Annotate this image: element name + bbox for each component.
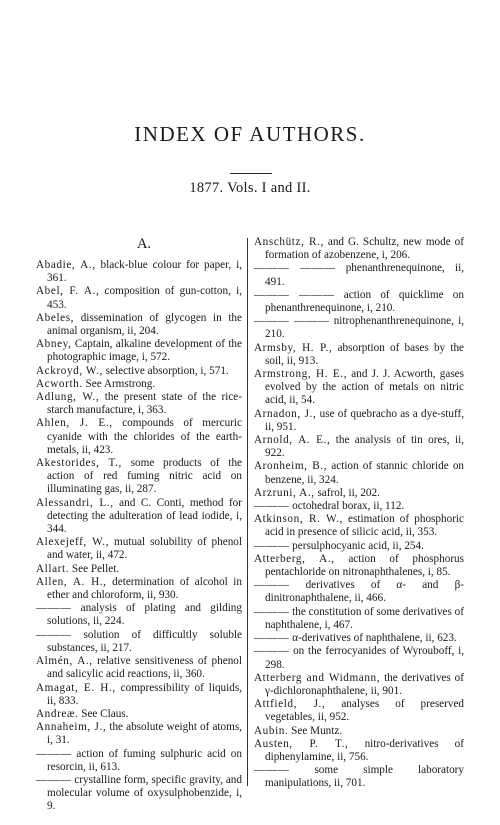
index-entry: [36, 391, 242, 417]
index-entry: [254, 434, 464, 460]
index-entry: [36, 774, 242, 814]
entry-description: See Armstrong.: [82, 377, 156, 390]
entry-description: estimation of phosphoric acid in presence of silicic acid, ii, 353.: [265, 513, 464, 539]
index-entry: [36, 378, 242, 391]
entry-description: See Claus.: [78, 707, 129, 720]
entry-description: octohedral borax, ii, 112.: [289, 500, 405, 513]
index-entry: [254, 698, 464, 724]
entry-author: Attfield, J.,: [254, 698, 326, 711]
entry-description: some products of the action of red fuming nitric acid on illuminating gas, ii, 287.: [47, 457, 242, 496]
title-rule: [230, 173, 272, 174]
entry-author: Adlung, W.,: [36, 391, 100, 404]
entry-description: derivatives of α- and β-dinitronaphthalene, ii, 466.: [265, 579, 464, 605]
index-entry: [36, 655, 242, 681]
section-letter: A.: [136, 236, 152, 252]
entry-description: use of quebracho as a dye-stuff, ii, 951.: [265, 407, 465, 433]
entry-author: ———: [254, 645, 290, 658]
index-entry: [36, 536, 242, 562]
index-entry: [254, 368, 464, 408]
entry-author: ——— ———: [254, 315, 330, 328]
entry-author: ——— ———: [254, 262, 336, 275]
index-entry: [254, 500, 464, 513]
left-column: [36, 236, 242, 814]
index-entry: [36, 629, 242, 655]
entry-author: Acworth.: [36, 377, 83, 390]
entry-description: phenanthrenequinone, ii, 491.: [265, 262, 464, 288]
entry-description: on the ferrocyanides of Wyrouboff, i, 298.: [265, 645, 464, 671]
entry-author: Abney,: [36, 338, 72, 351]
entry-description: analyses of preserved vegetables, ii, 952.: [265, 698, 465, 724]
index-entry: [254, 262, 464, 288]
entry-author: Annaheim, J.,: [36, 721, 107, 734]
entry-author: Alessandri, L.,: [36, 496, 114, 509]
index-entry: [36, 417, 242, 457]
entry-author: Arzruni, A.,: [254, 486, 315, 499]
entry-description: α-derivatives of naphthalene, ii, 623.: [289, 632, 457, 645]
entry-description: analysis of plating and gilding solutions, ii, 224.: [47, 602, 242, 628]
entry-author: Austen, P. T.,: [254, 737, 349, 750]
entry-description: compressibility of liquids, ii, 833.: [47, 681, 243, 707]
index-entry: [36, 682, 242, 708]
entry-description: Captain, alkaline development of the photographic image, i, 572.: [47, 338, 242, 364]
entry-description: the derivatives of γ-dichloronaphthalene, ii, 901.: [265, 671, 464, 697]
index-entry: [254, 236, 464, 262]
entry-description: black-blue colour for paper, i, 361.: [47, 259, 243, 285]
entry-description: the analysis of tin ores, ii, 922.: [265, 434, 464, 460]
entry-description: the absolute weight of atoms, i, 31.: [47, 721, 242, 747]
entry-author: ———: [36, 773, 72, 786]
index-entry: [254, 606, 464, 632]
entry-description: persulphocyanic acid, ii, 254.: [289, 539, 424, 552]
entry-description: mutual solubility of phenol and water, ii, 472.: [47, 536, 242, 562]
entry-author: Ackroyd, W.,: [36, 364, 103, 377]
index-entry: [36, 365, 242, 378]
entry-author: Anschütz, R.,: [254, 236, 324, 248]
index-entry: [36, 748, 242, 774]
index-entry: [254, 672, 464, 698]
entry-description: action of phosphorus pentachloride on nitronaphthalenes, i, 85.: [265, 552, 464, 579]
index-entry: [254, 553, 464, 579]
entry-author: Ahlen, J. E.,: [36, 417, 113, 430]
entry-description: the present state of the rice-starch manufacture, i, 363.: [47, 391, 243, 417]
entry-description: and J. J. Acworth, gases evolved by the action of metals on nitric acid, ii, 54.: [265, 368, 464, 407]
right-column: [254, 236, 464, 791]
entry-author: ———: [36, 602, 72, 615]
index-entry: [36, 602, 242, 628]
index-entry: [36, 338, 242, 364]
entry-author: ———: [36, 628, 72, 641]
entry-author: ———: [36, 747, 72, 760]
entry-author: ———: [254, 500, 290, 513]
entry-description: See Muntz.: [288, 724, 343, 737]
index-entry: [254, 342, 464, 368]
entry-author: Almén, A.,: [36, 655, 93, 668]
entry-author: Armstrong, H. E.,: [254, 368, 348, 381]
entry-author: ——— ———: [254, 288, 335, 301]
index-entry: [36, 259, 242, 285]
entry-description: and G. Schultz, new mode of formation of azobenzene, i, 206.: [265, 236, 464, 262]
entry-description: some simple laboratory manipulations, ii, 701.: [265, 764, 464, 790]
index-entry: [254, 315, 464, 341]
entry-author: ———: [254, 632, 290, 645]
entry-author: Alexejeff, W.,: [36, 536, 110, 549]
entry-description: crystalline form, specific gravity, and molecular volume of oxysulphobenzide, i, 9.: [47, 773, 242, 813]
entry-author: Andreæ.: [36, 707, 79, 720]
index-entry: [254, 579, 464, 605]
entry-description: selective absorption, i, 571.: [102, 364, 229, 377]
index-entry: [36, 708, 242, 721]
index-entry: [36, 497, 242, 537]
entry-author: ———: [254, 605, 290, 618]
entry-description: absorption of bases by the soil, ii, 913.: [265, 341, 465, 367]
entry-description: determination of alcohol in ether and chloroform, ii, 930.: [47, 575, 242, 602]
entry-author: Atterberg and Widmann,: [254, 671, 381, 684]
column-divider: [247, 238, 248, 786]
entry-author: Abel, F. A.,: [36, 285, 100, 298]
entry-author: Akestorides, T.,: [36, 457, 122, 470]
index-entry: [254, 460, 464, 486]
entry-author: ———: [254, 764, 290, 777]
entry-description: solution of difficultly soluble substances, ii, 217.: [47, 628, 242, 654]
entry-description: compounds of mercuric cyanide with the chlorides of the earth-metals, ii, 423.: [47, 417, 243, 456]
index-entry: [36, 312, 242, 338]
entry-author: Abadie, A.,: [36, 259, 96, 271]
index-entry: [254, 487, 464, 500]
entry-description: nitrophenanthrenequinone, i, 210.: [265, 315, 465, 341]
entry-author: Aubin.: [254, 724, 289, 737]
index-entry: [254, 289, 464, 315]
entry-description: composition of gun-cotton, i, 453.: [47, 285, 242, 311]
index-entry: [36, 563, 242, 576]
entry-description: and C. Conti, method for detecting the adulteration of lead iodide, i, 344.: [47, 496, 242, 536]
entry-author: ———: [254, 579, 290, 592]
entry-author: Amagat, E. H.,: [36, 681, 116, 694]
index-entry: [254, 725, 464, 738]
entry-author: Atkinson, R. W.,: [254, 513, 343, 526]
index-entry: [254, 513, 464, 539]
entry-description: relative sensitiveness of phenol and salicylic acid reactions, ii, 360.: [47, 655, 242, 681]
entry-author: Allen, A. H.,: [36, 575, 107, 588]
index-entry: [254, 764, 464, 790]
entry-description: See Pellet.: [69, 562, 120, 575]
index-entry: [36, 721, 242, 747]
index-entry: [36, 576, 242, 602]
index-entry: [254, 738, 464, 764]
entry-author: Aronheim, B.,: [254, 460, 328, 473]
entry-author: Abeles,: [36, 311, 75, 324]
entry-author: Atterberg, A.,: [254, 552, 335, 565]
entry-description: safrol, ii, 202.: [314, 486, 380, 499]
volume-subtitle: 1877. Vols. I and II.: [189, 180, 311, 196]
entry-author: ———: [254, 539, 290, 552]
entry-author: Arnadon, J.,: [254, 407, 317, 420]
entry-author: Armsby, H. P.,: [254, 341, 333, 354]
index-entry: [254, 540, 464, 553]
index-entry: [254, 408, 464, 434]
entry-description: dissemination of glycogen in the animal organism, ii, 204.: [47, 311, 242, 338]
entry-author: Allart.: [36, 562, 70, 575]
entry-description: action of quicklime on phenanthrenequinone, i, 210.: [265, 288, 464, 315]
index-entry: [254, 632, 464, 645]
index-entry: [36, 285, 242, 311]
entry-description: nitro-derivatives of diphenylamine, ii, 756.: [265, 737, 464, 763]
entry-author: Arnold, A. E.,: [254, 434, 331, 447]
page-title: INDEX OF AUTHORS.: [134, 122, 366, 146]
entry-description: action of stannic chloride on benzene, ii, 324.: [265, 460, 465, 486]
entry-description: the constitution of some derivatives of naphthalene, i, 467.: [265, 605, 464, 631]
index-entry: [36, 457, 242, 497]
entry-description: action of fuming sulphuric acid on resorcin, ii, 613.: [47, 747, 242, 773]
index-entry: [254, 645, 464, 671]
